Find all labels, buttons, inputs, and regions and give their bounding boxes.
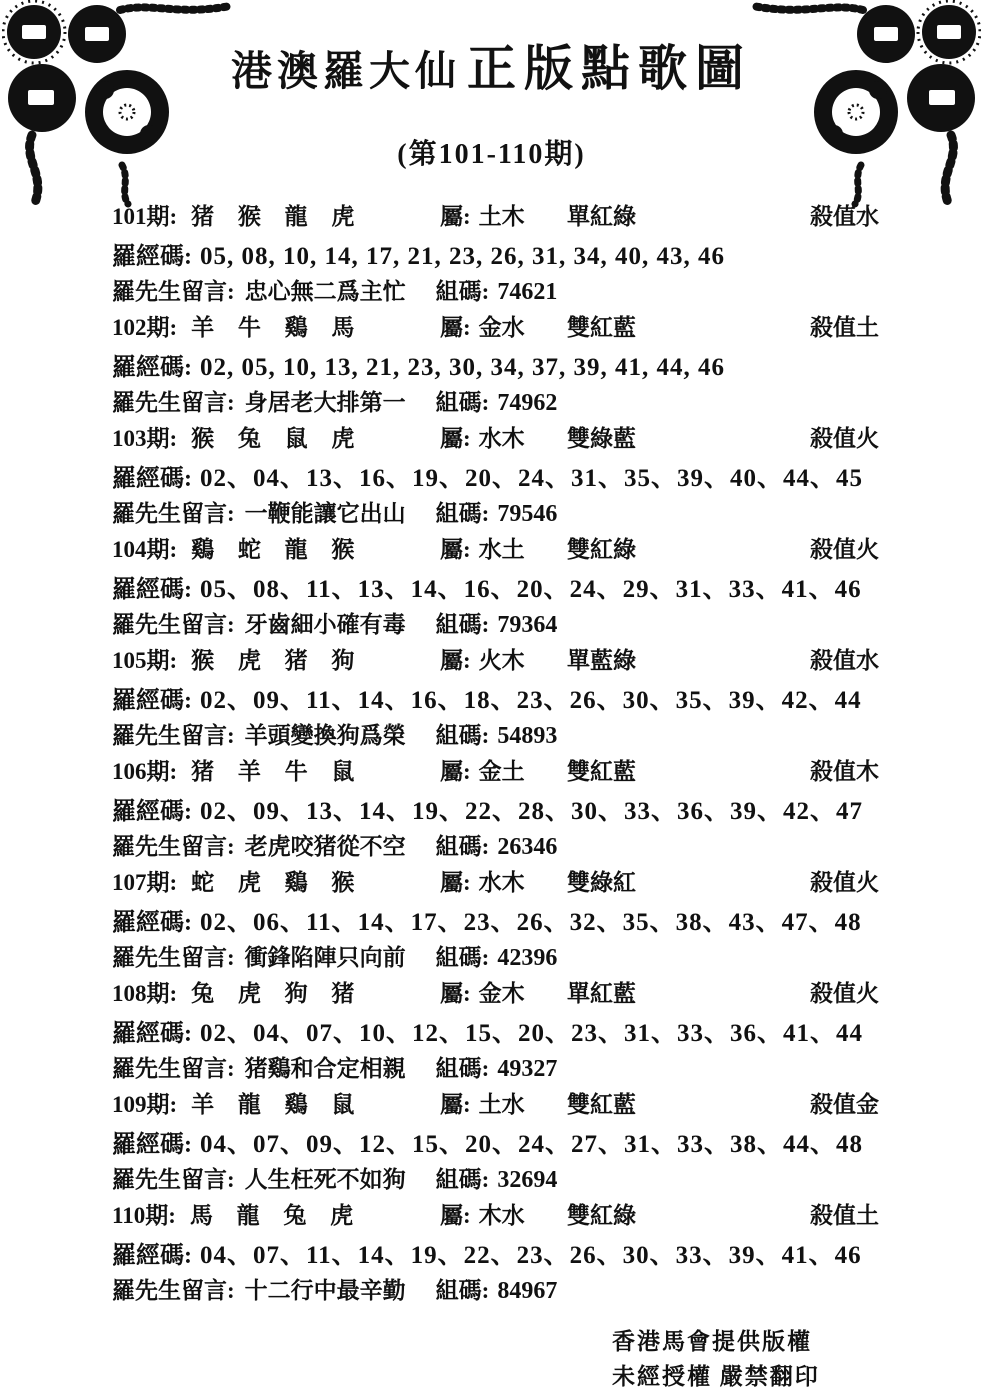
kill-value: 殺值木 <box>810 759 879 784</box>
element-pair: 金水 <box>478 315 525 340</box>
compass-codes-label: 羅經碼: <box>112 1021 192 1047</box>
color-pick: 雙紅藍 <box>567 315 636 340</box>
compass-codes: 02、09、11、14、16、18、23、26、30、35、39、42、44 <box>200 687 862 714</box>
zodiac-column <box>112 1197 440 1230</box>
period-block <box>112 864 947 975</box>
message-line <box>112 1161 947 1197</box>
message-text: 一鞭能讓它出山 <box>244 501 406 526</box>
period-block <box>112 198 947 309</box>
group-code: 32694 <box>497 1167 558 1193</box>
compass-codes-line <box>112 1013 947 1050</box>
belong-label: 屬: <box>440 315 471 340</box>
period-header-line <box>112 975 947 1013</box>
period-block <box>112 642 947 753</box>
element-pair: 水土 <box>478 537 525 562</box>
message-line <box>112 1050 947 1086</box>
group-code-label: 組碼: <box>435 1056 490 1081</box>
compass-codes-label: 羅經碼: <box>112 1243 192 1269</box>
group-code-label: 組碼: <box>435 1278 490 1303</box>
color-pick: 雙綠紅 <box>567 870 636 895</box>
message-line <box>112 495 947 531</box>
zodiac-animals: 羊 牛 鷄 馬 <box>191 315 364 340</box>
color-pick: 雙紅藍 <box>567 1092 636 1117</box>
period-label: 109期: <box>112 1092 178 1117</box>
zodiac-animals: 蛇 虎 鷄 猴 <box>191 870 364 895</box>
belong-label: 屬: <box>440 870 471 895</box>
message-line <box>112 606 947 642</box>
period-header-line <box>112 753 947 791</box>
compass-codes: 04、07、11、14、19、22、23、26、30、33、39、41、46 <box>200 1242 862 1269</box>
zodiac-animals: 猪 猴 龍 虎 <box>191 204 364 229</box>
title-script-part: 港澳羅大仙 <box>230 48 461 94</box>
belong-label: 屬: <box>440 1092 471 1117</box>
compass-codes-label: 羅經碼: <box>112 355 192 381</box>
compass-codes-label: 羅經碼: <box>112 466 192 492</box>
belong-column <box>440 198 567 231</box>
belong-label: 屬: <box>440 1203 471 1228</box>
group-code: 74962 <box>497 390 558 416</box>
period-label: 102期: <box>112 315 178 340</box>
corner-ornament-left <box>2 0 232 210</box>
message-line <box>112 1272 947 1308</box>
kill-value: 殺值土 <box>810 315 879 340</box>
compass-codes: 02, 05, 10, 13, 21, 23, 30, 34, 37, 39, 41, 44, 46 <box>200 354 725 381</box>
compass-codes: 02、04、13、16、19、20、24、31、35、39、40、44、45 <box>200 465 864 492</box>
period-label: 106期: <box>112 759 178 784</box>
period-label: 104期: <box>112 537 178 562</box>
element-pair: 火木 <box>478 648 525 673</box>
color-pick: 雙紅綠 <box>567 1203 636 1228</box>
belong-label: 屬: <box>440 426 471 451</box>
group-code-label: 組碼: <box>435 390 490 415</box>
message-label: 羅先生留言: <box>112 501 235 526</box>
belong-label: 屬: <box>440 204 471 229</box>
group-code: 84967 <box>497 1278 558 1304</box>
zodiac-column <box>112 531 440 564</box>
belong-column <box>440 1086 567 1119</box>
period-label: 108期: <box>112 981 178 1006</box>
message-label: 羅先生留言: <box>112 945 235 970</box>
kill-value: 殺值土 <box>810 1203 879 1228</box>
message-text: 牙齒細小確有毒 <box>244 612 406 637</box>
zodiac-animals: 鷄 蛇 龍 猴 <box>191 537 364 562</box>
element-pair: 木水 <box>478 1203 525 1228</box>
message-label: 羅先生留言: <box>112 279 235 304</box>
belong-column <box>440 642 567 675</box>
zodiac-animals: 猪 羊 牛 鼠 <box>191 759 364 784</box>
color-pick: 單紅綠 <box>567 204 636 229</box>
message-label: 羅先生留言: <box>112 834 235 859</box>
message-line <box>112 384 947 420</box>
kill-value: 殺值火 <box>810 426 879 451</box>
element-pair: 土木 <box>478 204 525 229</box>
group-code-label: 組碼: <box>435 723 490 748</box>
kill-value: 殺值金 <box>810 1092 879 1117</box>
message-label: 羅先生留言: <box>112 1278 235 1303</box>
belong-column <box>440 420 567 453</box>
period-header-line <box>112 1197 947 1235</box>
compass-codes-label: 羅經碼: <box>112 910 192 936</box>
color-pick: 單藍綠 <box>567 648 636 673</box>
period-header-line <box>112 642 947 680</box>
belong-label: 屬: <box>440 537 471 562</box>
color-pick: 雙紅綠 <box>567 537 636 562</box>
belong-column <box>440 975 567 1008</box>
zodiac-animals: 羊 龍 鷄 鼠 <box>191 1092 364 1117</box>
group-code: 49327 <box>497 1056 558 1082</box>
message-label: 羅先生留言: <box>112 1167 235 1192</box>
kill-value: 殺值水 <box>810 648 879 673</box>
footer-warning-line: 未經授權 嚴禁翻印 <box>612 1364 820 1388</box>
element-pair: 金土 <box>478 759 525 784</box>
zodiac-column <box>112 420 440 453</box>
period-label: 110期: <box>112 1203 176 1228</box>
message-text: 老虎咬猪從不空 <box>244 834 406 859</box>
belong-column <box>440 1197 567 1230</box>
group-code-label: 組碼: <box>435 501 490 526</box>
compass-codes-line <box>112 458 947 495</box>
message-text: 十二行中最辛勤 <box>244 1278 406 1303</box>
belong-label: 屬: <box>440 759 471 784</box>
group-code-label: 組碼: <box>435 834 490 859</box>
kill-value: 殺值火 <box>810 537 879 562</box>
zodiac-column <box>112 1086 440 1119</box>
message-label: 羅先生留言: <box>112 612 235 637</box>
message-text: 忠心無二爲主忙 <box>244 279 406 304</box>
compass-codes-line <box>112 1124 947 1161</box>
belong-column <box>440 309 567 342</box>
element-pair: 水木 <box>478 426 525 451</box>
message-label: 羅先生留言: <box>112 723 235 748</box>
period-block <box>112 1086 947 1197</box>
compass-codes-line <box>112 680 947 717</box>
compass-codes-line <box>112 569 947 606</box>
message-label: 羅先生留言: <box>112 390 235 415</box>
belong-label: 屬: <box>440 648 471 673</box>
compass-codes-line <box>112 1235 947 1272</box>
message-line <box>112 273 947 309</box>
compass-codes-line <box>112 902 947 939</box>
period-header-line <box>112 864 947 902</box>
footer <box>0 1324 983 1388</box>
color-pick: 雙綠藍 <box>567 426 636 451</box>
belong-column <box>440 531 567 564</box>
belong-column <box>440 864 567 897</box>
period-label: 105期: <box>112 648 178 673</box>
group-code-label: 組碼: <box>435 279 490 304</box>
message-line <box>112 717 947 753</box>
period-header-line <box>112 420 947 458</box>
compass-codes-line <box>112 791 947 828</box>
group-code: 54893 <box>497 723 558 749</box>
message-text: 人生枉死不如狗 <box>244 1167 406 1192</box>
element-pair: 水木 <box>478 870 525 895</box>
zodiac-animals: 猴 兔 鼠 虎 <box>191 426 364 451</box>
zodiac-animals: 猴 虎 猪 狗 <box>191 648 364 673</box>
compass-codes: 04、07、09、12、15、20、24、27、31、33、38、44、48 <box>200 1131 864 1158</box>
group-code: 74621 <box>497 279 558 305</box>
kill-value: 殺值火 <box>810 870 879 895</box>
title-main-part: 正版點歌圖 <box>466 41 752 96</box>
compass-codes-label: 羅經碼: <box>112 244 192 270</box>
period-list <box>0 198 983 1308</box>
compass-codes-label: 羅經碼: <box>112 799 192 825</box>
zodiac-column <box>112 864 440 897</box>
belong-label: 屬: <box>440 981 471 1006</box>
message-text: 猪鷄和合定相親 <box>244 1056 406 1081</box>
message-text: 衝鋒陷陣只向前 <box>244 945 406 970</box>
group-code-label: 組碼: <box>435 612 490 637</box>
group-code: 26346 <box>497 834 558 860</box>
period-block <box>112 975 947 1086</box>
element-pair: 金木 <box>478 981 525 1006</box>
compass-codes-label: 羅經碼: <box>112 688 192 714</box>
kill-value: 殺值火 <box>810 981 879 1006</box>
zodiac-column <box>112 753 440 786</box>
zodiac-animals: 馬 龍 兔 虎 <box>189 1203 363 1228</box>
period-block <box>112 309 947 420</box>
color-pick: 單紅藍 <box>567 981 636 1006</box>
period-label: 103期: <box>112 426 178 451</box>
compass-codes: 02、04、07、10、12、15、20、23、31、33、36、41、44 <box>200 1020 864 1047</box>
group-code-label: 組碼: <box>435 945 490 970</box>
group-code: 79364 <box>497 612 558 638</box>
period-header-line <box>112 531 947 569</box>
compass-codes: 05、08、11、13、14、16、20、24、29、31、33、41、46 <box>200 576 862 603</box>
message-line <box>112 939 947 975</box>
corner-ornament-right <box>751 0 981 210</box>
compass-codes-line <box>112 236 947 273</box>
compass-codes-label: 羅經碼: <box>112 1132 192 1158</box>
period-header-line <box>112 309 947 347</box>
compass-codes: 02、06、11、14、17、23、26、32、35、38、43、47、48 <box>200 909 862 936</box>
page-subtitle: (第101-110期) <box>397 139 586 170</box>
period-header-line <box>112 1086 947 1124</box>
group-code: 79546 <box>497 501 558 527</box>
message-text: 身居老大排第一 <box>244 390 406 415</box>
kill-value: 殺值水 <box>810 204 879 229</box>
message-label: 羅先生留言: <box>112 1056 235 1081</box>
period-label: 101期: <box>112 204 178 229</box>
zodiac-animals: 兔 虎 狗 猪 <box>191 981 364 1006</box>
element-pair: 土水 <box>478 1092 525 1117</box>
compass-codes-line <box>112 347 947 384</box>
zodiac-column <box>112 309 440 342</box>
zodiac-column <box>112 975 440 1008</box>
period-block <box>112 753 947 864</box>
zodiac-column <box>112 642 440 675</box>
footer-copyright-line: 香港馬會提供版權 <box>612 1329 812 1354</box>
compass-codes: 05, 08, 10, 14, 17, 21, 23, 26, 31, 34, 40, 43, 46 <box>200 243 725 270</box>
message-text: 羊頭變換狗爲榮 <box>244 723 406 748</box>
group-code: 42396 <box>497 945 558 971</box>
compass-codes-label: 羅經碼: <box>112 577 192 603</box>
period-block <box>112 1197 947 1308</box>
period-block <box>112 420 947 531</box>
message-line <box>112 828 947 864</box>
belong-column <box>440 753 567 786</box>
compass-codes: 02、09、13、14、19、22、28、30、33、36、39、42、47 <box>200 798 864 825</box>
period-label: 107期: <box>112 870 178 895</box>
group-code-label: 組碼: <box>435 1167 490 1192</box>
period-block <box>112 531 947 642</box>
color-pick: 雙紅藍 <box>567 759 636 784</box>
